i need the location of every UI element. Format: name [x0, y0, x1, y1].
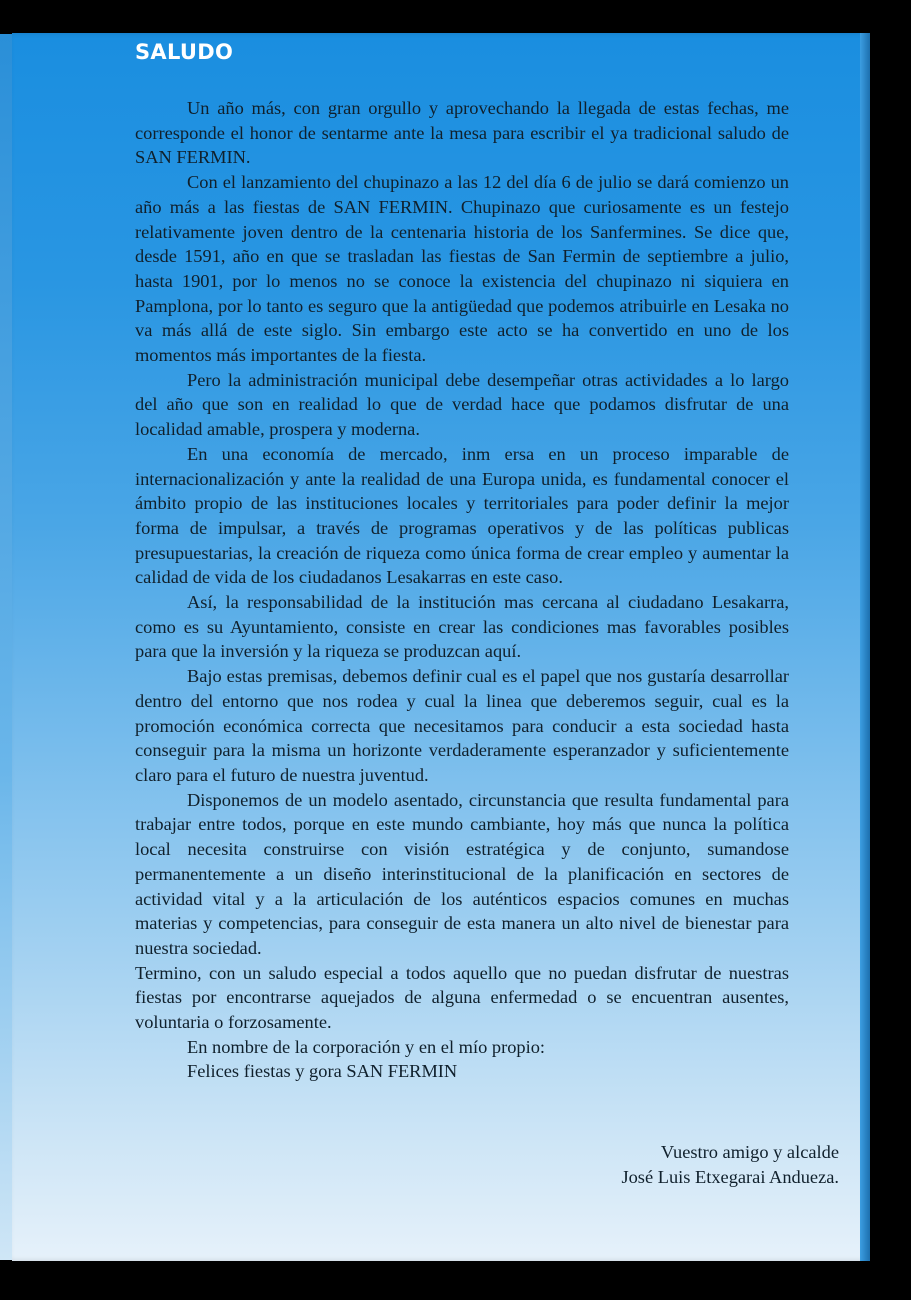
signature-name: José Luis Etxegarai Andueza. [621, 1167, 839, 1187]
letter-body [135, 96, 789, 1084]
page-binding-edge [860, 33, 870, 1261]
paragraph-model: Disponemos de un modelo asentado, circunstancia que resulta fundamental para trabajar entre todos, porque en este mundo cambiante, hoy más que nunca la política local necesita construirse con visión estratégica y de conjunto, sumandose permanentemente a un diseño interinstitucional de la planificación en sectores de actividad vital y a la articulación de los auténticos espacios comunes en muchas materias y competencias, para conseguir de esta manera un alto nivel de bienestar para nuestra sociedad. [135, 789, 789, 958]
facing-page-edge [0, 34, 12, 1260]
paragraph-economy: En una economía de mercado, inm ersa en un proceso imparable de internacionalización y ante la realidad de una Europa unida, es fundamental conocer el ámbito propio de las instituciones locales y territoriales para poder definir la mejor forma de impulsar, a través de programas operativos y de las políticas publicas presupuestarias, la creación de riqueza como única forma de crear empleo y aumentar la calidad de vida de los ciudadanos Lesakarras en este caso. [135, 443, 789, 588]
paragraph-intro: Un año más, con gran orgullo y aprovechando la llegada de estas fechas, me corresponde el honor de sentarme ante la mesa para escribir el ya tradicional saludo de SAN FERMIN. [135, 98, 789, 168]
paragraph-felices-fiestas: Felices fiestas y gora SAN FERMIN [187, 1061, 458, 1082]
paragraph-closing-greeting: Termino, con un saludo especial a todos aquello que no puedan disfrutar de nuestras fiestas por encontrarse aquejados de alguna enfermedad o se encuentran ausentes, voluntaria o forzosamente. [135, 962, 789, 1033]
paragraph-on-behalf: En nombre de la corporación y en el mío propio: [187, 1036, 545, 1057]
paragraph-premises: Bajo estas premisas, debemos definir cual es el papel que nos gustaría desarrollar dentro del entorno que nos rodea y cual la linea que deberemos seguir, cual es la promoción económica correcta que necesitamos para conducir a esta sociedad hasta conseguir para la misma un horizonte verdaderamente esperanzador y suficientemente claro para el futuro de nuestra juventud. [135, 666, 789, 785]
paragraph-administration: Pero la administración municipal debe desempeñar otras actividades a lo largo del año que son en realidad lo que de verdad hace que podamos disfrutar de una localidad amable, prospera y moderna. [135, 369, 789, 440]
paragraph-responsibility: Así, la responsabilidad de la institución mas cercana al ciudadano Lesakarra, como es su Ayuntamiento, consiste en crear las condiciones mas favorables posibles para que la inversión y la riqueza se produzcan aquí. [135, 592, 789, 662]
paragraph-chupinazo: Con el lanzamiento del chupinazo a las 12 del día 6 de julio se dará comienzo un año más a las fiestas de SAN FERMIN. Chupinazo que curiosamente es un festejo relativamente joven dentro de la centenaria historia de los Sanfermines. Se dice que, desde 1591, año en que se trasladan las fiestas de San Fermin de septiembre a julio, hasta 1901, por lo menos no se conoce la existencia del chupinazo ni siquiera en Pamplona, por lo tanto es seguro que la antigüedad que podemos atribuirle en Lesaka no va más allá de este siglo. Sin embargo este acto se ha convertido en uno de los momentos más importantes de la fiesta. [135, 172, 789, 366]
signature-block [621, 1140, 839, 1190]
page-title: SALUDO [135, 40, 234, 64]
signature-salutation: Vuestro amigo y alcalde [660, 1142, 839, 1162]
